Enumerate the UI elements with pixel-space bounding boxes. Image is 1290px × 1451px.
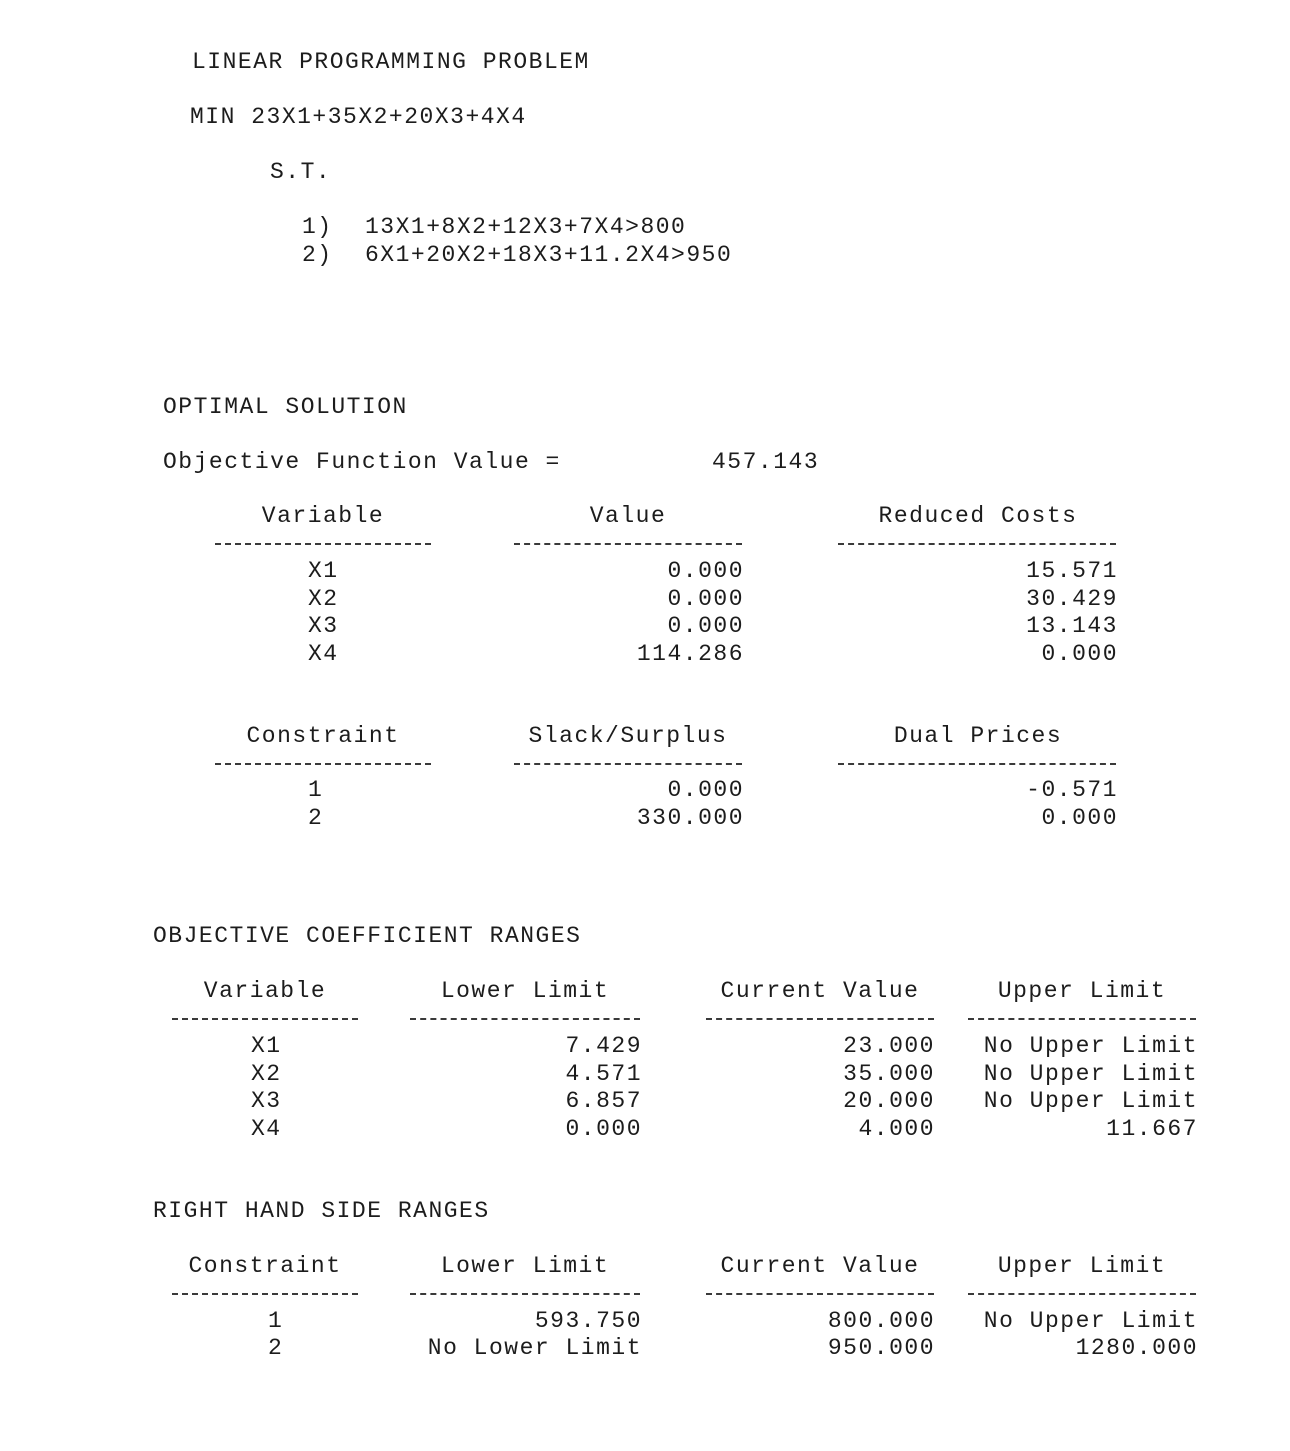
header-divider: [968, 1018, 1196, 1020]
column-header: Current Value: [720, 978, 920, 1004]
reduced-cost: 0.000: [1041, 641, 1118, 667]
header-divider: [838, 763, 1116, 765]
reduced-cost: 30.429: [1026, 586, 1118, 612]
column-header: Slack/Surplus: [528, 723, 728, 749]
upper-limit: 11.667: [1106, 1116, 1198, 1142]
lower-limit: 4.571: [565, 1061, 642, 1087]
upper-limit: No Upper Limit: [983, 1033, 1198, 1059]
optimal-solution-heading: OPTIMAL SOLUTION: [163, 394, 408, 420]
dual-price: -0.571: [1026, 777, 1118, 803]
header-divider: [410, 1018, 640, 1020]
current-value: 23.000: [843, 1033, 935, 1059]
variable-value: 0.000: [667, 586, 744, 612]
header-divider: [706, 1018, 934, 1020]
variable-value: 114.286: [636, 641, 744, 667]
variable-name: X2: [251, 1061, 282, 1087]
variable-value: 0.000: [667, 613, 744, 639]
constraint-id: 2: [268, 1335, 284, 1361]
header-divider: [215, 763, 431, 765]
rhs-ranges-heading: RIGHT HAND SIDE RANGES: [153, 1198, 490, 1224]
objective-ranges-heading: OBJECTIVE COEFFICIENT RANGES: [153, 923, 582, 949]
current-value: 35.000: [843, 1061, 935, 1087]
header-divider: [514, 543, 742, 545]
constraint-id: 1: [268, 1308, 284, 1334]
current-value: 4.000: [858, 1116, 935, 1142]
current-value: 20.000: [843, 1088, 935, 1114]
subject-to-label: S.T.: [270, 159, 332, 185]
constraint-id: 1: [308, 777, 324, 803]
column-header: Variable: [261, 503, 385, 529]
constraint-number: 1): [302, 214, 333, 240]
reduced-cost: 15.571: [1026, 558, 1118, 584]
column-header: Lower Limit: [440, 1253, 610, 1279]
column-header: Upper Limit: [997, 978, 1167, 1004]
column-header: Value: [589, 503, 667, 529]
lower-limit: 7.429: [565, 1033, 642, 1059]
lower-limit: 0.000: [565, 1116, 642, 1142]
constraint-expression: 13X1+8X2+12X3+7X4>800: [365, 214, 687, 240]
header-divider: [172, 1293, 358, 1295]
column-header: Constraint: [188, 1253, 342, 1279]
header-divider: [514, 763, 742, 765]
column-header: Current Value: [720, 1253, 920, 1279]
header-divider: [706, 1293, 934, 1295]
header-divider: [172, 1018, 358, 1020]
objective-value: 457.143: [712, 449, 820, 475]
variable-value: 0.000: [667, 558, 744, 584]
variable-name: X4: [308, 641, 339, 667]
constraint-number: 2): [302, 242, 333, 268]
variable-name: X1: [308, 558, 339, 584]
upper-limit: No Upper Limit: [983, 1308, 1198, 1334]
dual-price: 0.000: [1041, 805, 1118, 831]
problem-heading: LINEAR PROGRAMMING PROBLEM: [192, 49, 590, 75]
variable-name: X2: [308, 586, 339, 612]
variable-name: X3: [251, 1088, 282, 1114]
lower-limit: No Lower Limit: [427, 1335, 642, 1361]
header-divider: [410, 1293, 640, 1295]
header-divider: [215, 543, 431, 545]
column-header: Reduced Costs: [878, 503, 1078, 529]
objective-function: MIN 23X1+35X2+20X3+4X4: [190, 104, 527, 130]
lower-limit: 6.857: [565, 1088, 642, 1114]
column-header: Dual Prices: [893, 723, 1063, 749]
slack-surplus: 330.000: [636, 805, 744, 831]
header-divider: [968, 1293, 1196, 1295]
upper-limit: 1280.000: [1075, 1335, 1198, 1361]
column-header: Lower Limit: [440, 978, 610, 1004]
current-value: 800.000: [827, 1308, 935, 1334]
column-header: Constraint: [246, 723, 400, 749]
variable-name: X3: [308, 613, 339, 639]
upper-limit: No Upper Limit: [983, 1061, 1198, 1087]
constraint-expression: 6X1+20X2+18X3+11.2X4>950: [365, 242, 733, 268]
lower-limit: 593.750: [534, 1308, 642, 1334]
column-header: Upper Limit: [997, 1253, 1167, 1279]
slack-surplus: 0.000: [667, 777, 744, 803]
header-divider: [838, 543, 1116, 545]
objective-value-label: Objective Function Value =: [163, 449, 561, 475]
current-value: 950.000: [827, 1335, 935, 1361]
reduced-cost: 13.143: [1026, 613, 1118, 639]
column-header: Variable: [203, 978, 327, 1004]
upper-limit: No Upper Limit: [983, 1088, 1198, 1114]
variable-name: X1: [251, 1033, 282, 1059]
constraint-id: 2: [308, 805, 324, 831]
variable-name: X4: [251, 1116, 282, 1142]
